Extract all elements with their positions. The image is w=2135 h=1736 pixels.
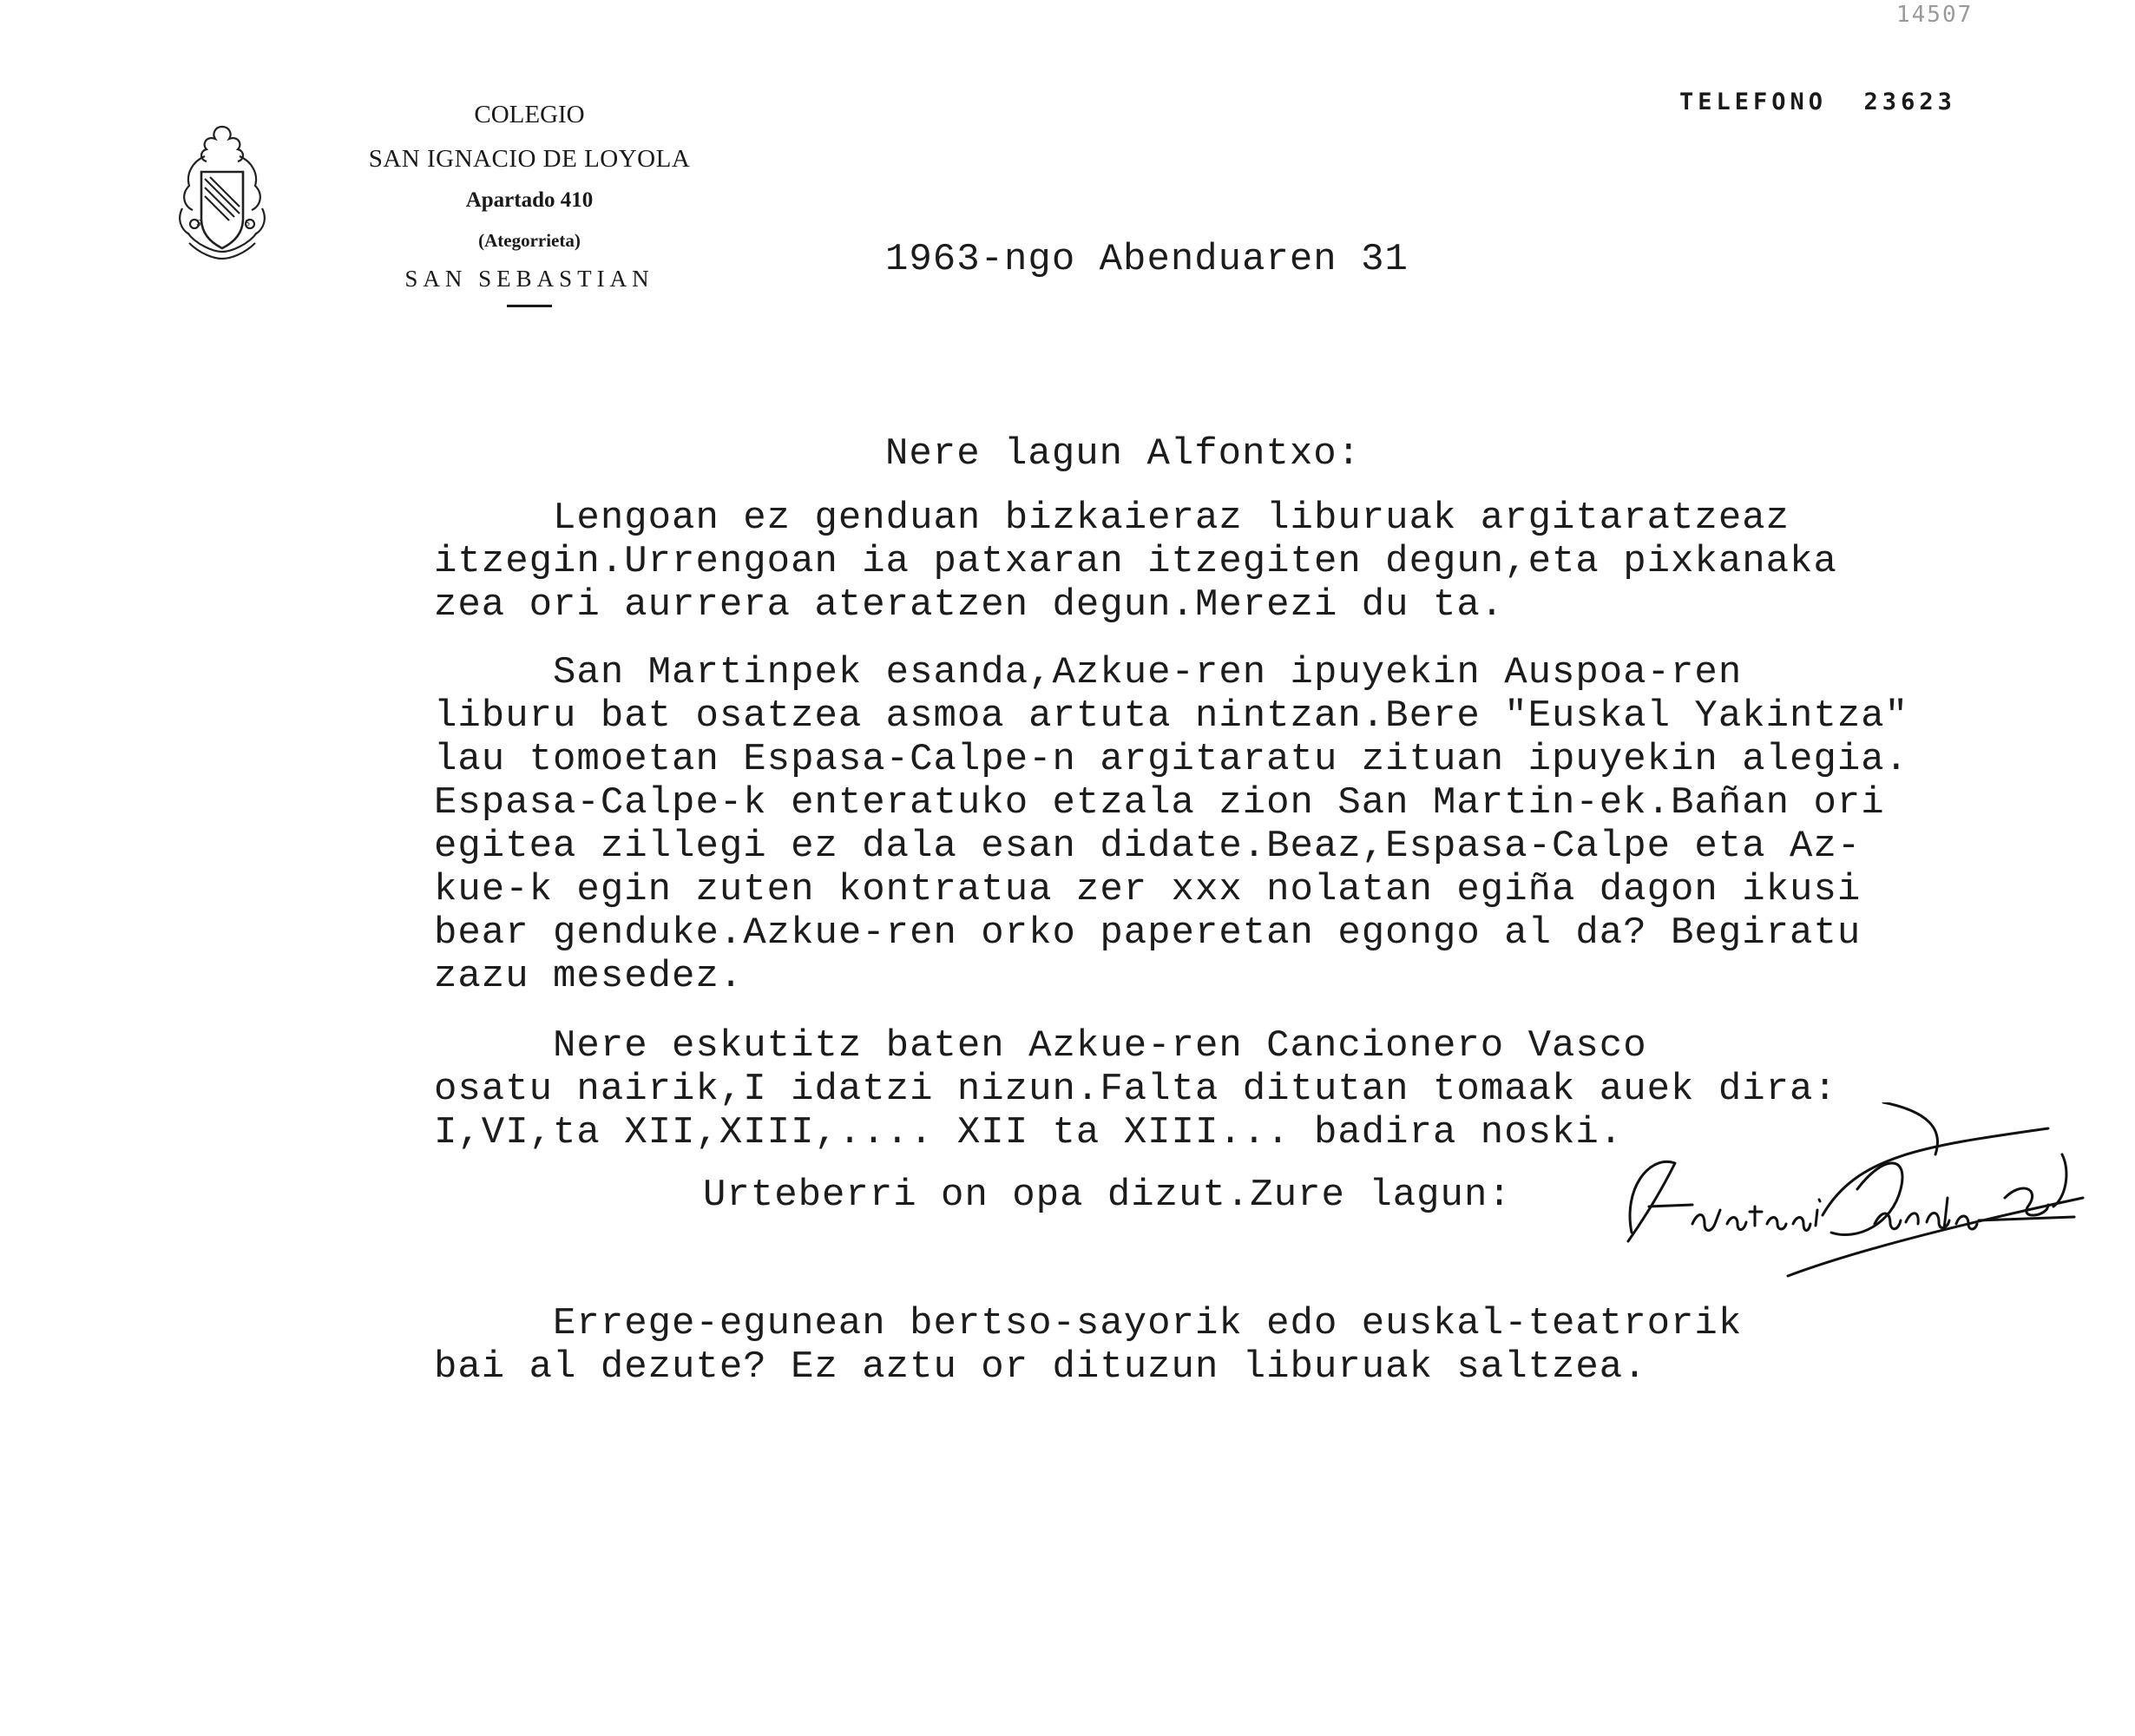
text-line: Lengoan ez genduan bizkaieraz liburuak argitaratzeaz — [434, 496, 1790, 540]
letterhead-school-name: SAN IGNACIO DE LOYOLA — [368, 145, 691, 173]
postscript-paragraph — [434, 1302, 1742, 1389]
text-line: Nere eskutitz baten Azkue-ren Cancionero Vasco — [434, 1024, 1647, 1068]
svg-text:S: S — [245, 220, 251, 228]
text-line: San Martinpek esanda,Azkue-ren ipuyekin Auspoa-ren — [434, 651, 1743, 694]
text-line: Espasa-Calpe-k enteratuko etzala zion San Martin-ek.Bañan ori — [434, 781, 1885, 825]
text-line: zazu mesedez. — [434, 955, 744, 998]
text-line: kue-k egin zuten kontratua zer xxx nolatan egiña dagon ikusi — [434, 868, 1862, 911]
letterhead-district: (Ategorrieta) — [478, 230, 581, 251]
letterhead-college: COLEGIO — [474, 101, 585, 128]
letterhead-rule — [507, 305, 552, 307]
handwritten-signature-icon — [1597, 1102, 2109, 1302]
text-line: zea ori aurrera ateratzen degun.Merezi du ta. — [434, 583, 1505, 627]
text-line: liburu bat osatzea asmoa artuta nintzan.Bere "Euskal Yakintza" — [434, 694, 1909, 738]
text-line: I,VI,ta XII,XIII,.... XII ta XIII... badira noski. — [434, 1111, 1624, 1154]
text-line: itzegin.Urrengoan ia patxaran itzegiten degun,eta pixkanaka — [434, 540, 1837, 583]
svg-text:S: S — [196, 220, 202, 228]
letterhead-po-box: Apartado 410 — [465, 188, 594, 212]
text-line: egitea zillegi ez dala esan didate.Beaz,Espasa-Calpe eta Az- — [434, 825, 1862, 868]
telephone-number: TELEFONO 23623 — [1679, 89, 1956, 115]
text-line: lau tomoetan Espasa-Calpe-n argitaratu zituan ipuyekin alegia. — [434, 738, 1909, 781]
text-line: bear genduke.Azkue-ren orko paperetan egongo al da? Begiratu — [434, 911, 1862, 955]
text-line: bai al dezute? Ez aztu or dituzun liburuak saltzea. — [434, 1345, 1647, 1389]
letterhead — [321, 102, 738, 307]
letter-date: 1963-ngo Abenduaren 31 — [885, 238, 1409, 281]
paragraph-2 — [434, 651, 1908, 998]
coat-of-arms-icon — [170, 122, 274, 269]
archive-stamp: 14507 — [1896, 2, 1974, 28]
closing-line: Urteberri on opa dizut.Zure lagun: — [703, 1174, 1512, 1217]
paragraph-1 — [434, 496, 1837, 627]
salutation: Nere lagun Alfontxo: — [885, 432, 1362, 476]
letterhead-city: SAN SEBASTIAN — [404, 266, 654, 292]
text-line: osatu nairik,I idatzi nizun.Falta ditutan tomaak auek dira: — [434, 1068, 1837, 1111]
text-line: Errege-egunean bertso-sayorik edo euskal-teatrorik — [434, 1302, 1743, 1345]
